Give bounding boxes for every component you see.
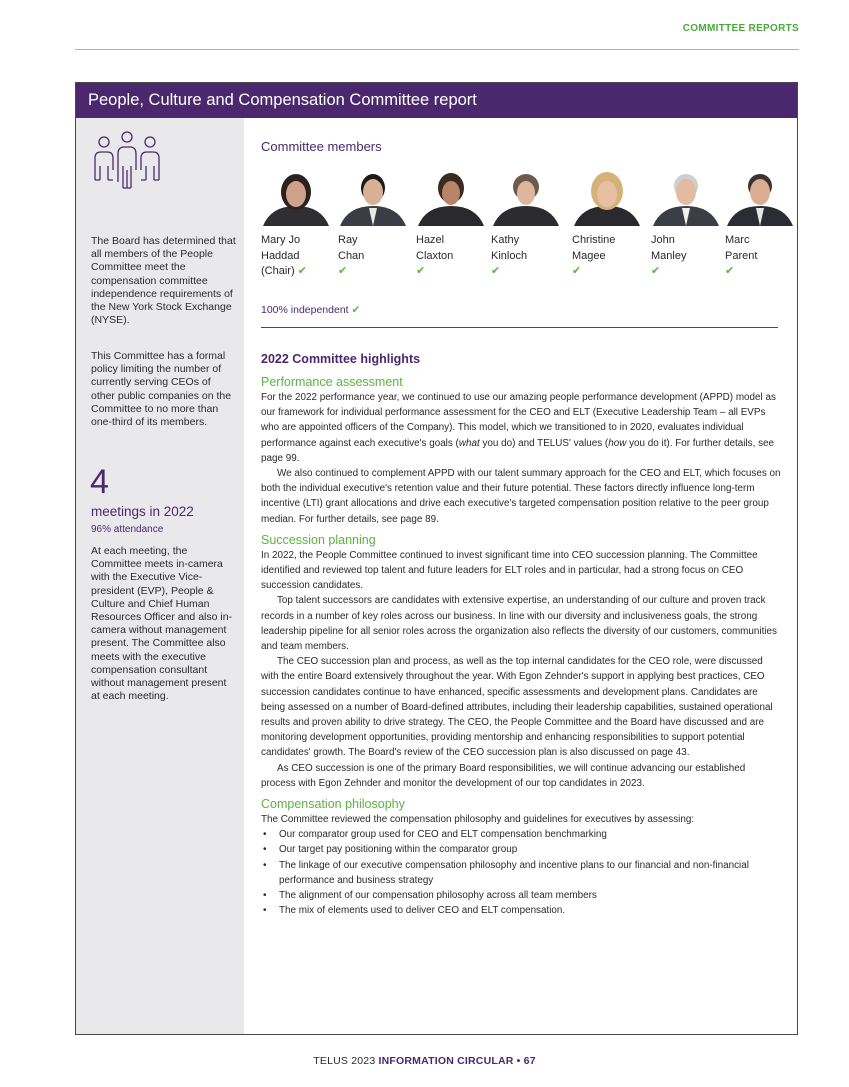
member-photo (491, 166, 561, 226)
succession-para-2: Top talent successors are candidates with extensive expertise, an understanding of our culture and proven track records in a number of key roles across our business. In line with our diversity and inclusiveness goals, the strong leadership pipeline for all senior roles across the organization also reflects the diversity of our customers, communities and team members. (261, 595, 777, 653)
panel-title: People, Culture and Compensation Committee report (76, 83, 797, 118)
page-footer: TELUS 2023 INFORMATION CIRCULAR • 67 (313, 1055, 536, 1067)
list-item: • The alignment of our compensation philosophy across all team members (261, 888, 781, 903)
compensation-list (261, 827, 781, 918)
members-divider (261, 327, 778, 328)
attendance-stat: 96% attendance (91, 524, 164, 535)
member-name: Ray Chan ✔ (338, 234, 365, 277)
independence-note: The Board has determined that all members of the People Committee meet the compensation committee independence requirements of the New York Stock Exchange (NYSE). (91, 235, 236, 327)
member-list (261, 166, 791, 276)
list-item: • The mix of elements used to deliver CEO and ELT compensation. (261, 903, 781, 918)
list-item: • The linkage of our executive compensation philosophy and incentive plans to our financial and non-financial performance and business strategy (261, 858, 781, 888)
member-photo (338, 166, 408, 226)
check-icon: ✔ (651, 265, 661, 277)
meeting-practice-note: At each meeting, the Committee meets in-camera with the Executive Vice-president (EVP), People & Culture and Chief Human Resources Officer and also in-camera without management present. The Committee also meets with the executive compensation consultant without management present at each meeting. (91, 545, 233, 703)
list-item: • Our target pay positioning within the comparator group (261, 842, 781, 857)
member-name: Marc Parent ✔ (725, 234, 758, 277)
independence-badge: 100% independent ✔ (261, 304, 361, 316)
member-photo (725, 166, 795, 226)
member-name: Mary Jo Haddad (Chair) ✔ (261, 234, 307, 277)
member-photo (572, 166, 642, 226)
member-name: John Manley ✔ (651, 234, 687, 277)
compensation-intro: The Committee reviewed the compensation philosophy and guidelines for executives by assessing: (261, 814, 695, 826)
main-content (261, 118, 781, 1034)
ceo-policy-note: This Committee has a formal policy limiting the number of currently serving CEOs of other public companies on the Committee to no more than one-third of its members. (91, 350, 232, 429)
committee-report-panel (75, 82, 798, 1035)
succession-heading: Succession planning (261, 532, 376, 547)
committee-members-title: Committee members (261, 139, 382, 154)
meetings-label: meetings in 2022 (91, 504, 194, 519)
performance-para-2: We also continued to complement APPD with our talent summary approach for the CEO and ELT, which focuses on both the individual executive's retention value and their future potential. These factors directly influence long-term incentive (LTI) grant allocations and drive each executive's targeted compensation position relative to the peer group median. For further details, see page 89. (261, 468, 781, 525)
highlights-body (261, 374, 781, 919)
check-icon: ✔ (297, 265, 307, 277)
check-icon: ✔ (491, 265, 501, 277)
succession-para-1: In 2022, the People Committee continued to invest significant time into CEO succession planning. The Committee identified and reviewed top talent and future leaders for ELT roles and in particular, had a strong focus on CEO succession candidates. (261, 549, 758, 592)
check-icon: ✔ (416, 265, 426, 277)
member-photo (261, 166, 331, 226)
check-icon: ✔ (572, 265, 582, 277)
section-label: COMMITTEE REPORTS (682, 23, 799, 34)
member-name: Kathy Kinloch ✔ (491, 234, 528, 277)
member-photo (416, 166, 486, 226)
compensation-heading: Compensation philosophy (261, 797, 405, 812)
check-icon: ✔ (338, 265, 348, 277)
highlights-title: 2022 Committee highlights (261, 352, 421, 366)
sidebar (76, 118, 244, 1034)
list-item: • Our comparator group used for CEO and ELT compensation benchmarking (261, 827, 781, 842)
check-icon: ✔ (725, 265, 735, 277)
member-name: Hazel Claxton ✔ (416, 234, 454, 277)
performance-para-1: For the 2022 performance year, we continued to use our amazing people performance development (APPD) model as our framework for individual performance assessment for the CEO and ELT (Executive Leadership Team – all EVPs who are appointed officers of the Company). This model, which we transitioned to in 2020, evaluates individual performance against each executive's goals (what you do) and TELUS' values (how you do it). For further details, see page 99. (261, 392, 776, 464)
people-group-icon (92, 130, 162, 205)
member-photo (651, 166, 721, 226)
succession-para-3: The CEO succession plan and process, as well as the top internal candidates for the CEO role, were discussed with the entire Board extensively throughout the year. With Egon Zehnder's support in applying best practices, CEO succession candidates continue to have enhanced, specific assessments and development plans. Candidates are being assessed on a number of Board-defined attributes, including their leadership capabilities, sustained operational results and proven ability to drive strategy. The CEO, the People Committee and the Board have discussed and are monitoring development opportunities, providing mentorship and enhancing responsibilities to support potential candidates' growth. The Board's review of the CEO succession plan is also discussed on page 43. (261, 656, 773, 759)
performance-heading: Performance assessment (261, 375, 403, 389)
meetings-count: 4 (90, 463, 109, 501)
check-icon: ✔ (351, 304, 361, 316)
succession-para-4: As CEO succession is one of the primary Board responsibilities, we will continue advancing our established process with Egon Zehnder and monitor the development of our top candidates in 2023. (261, 762, 746, 789)
header-divider (75, 49, 799, 50)
member-name: Christine Magee ✔ (572, 234, 616, 277)
